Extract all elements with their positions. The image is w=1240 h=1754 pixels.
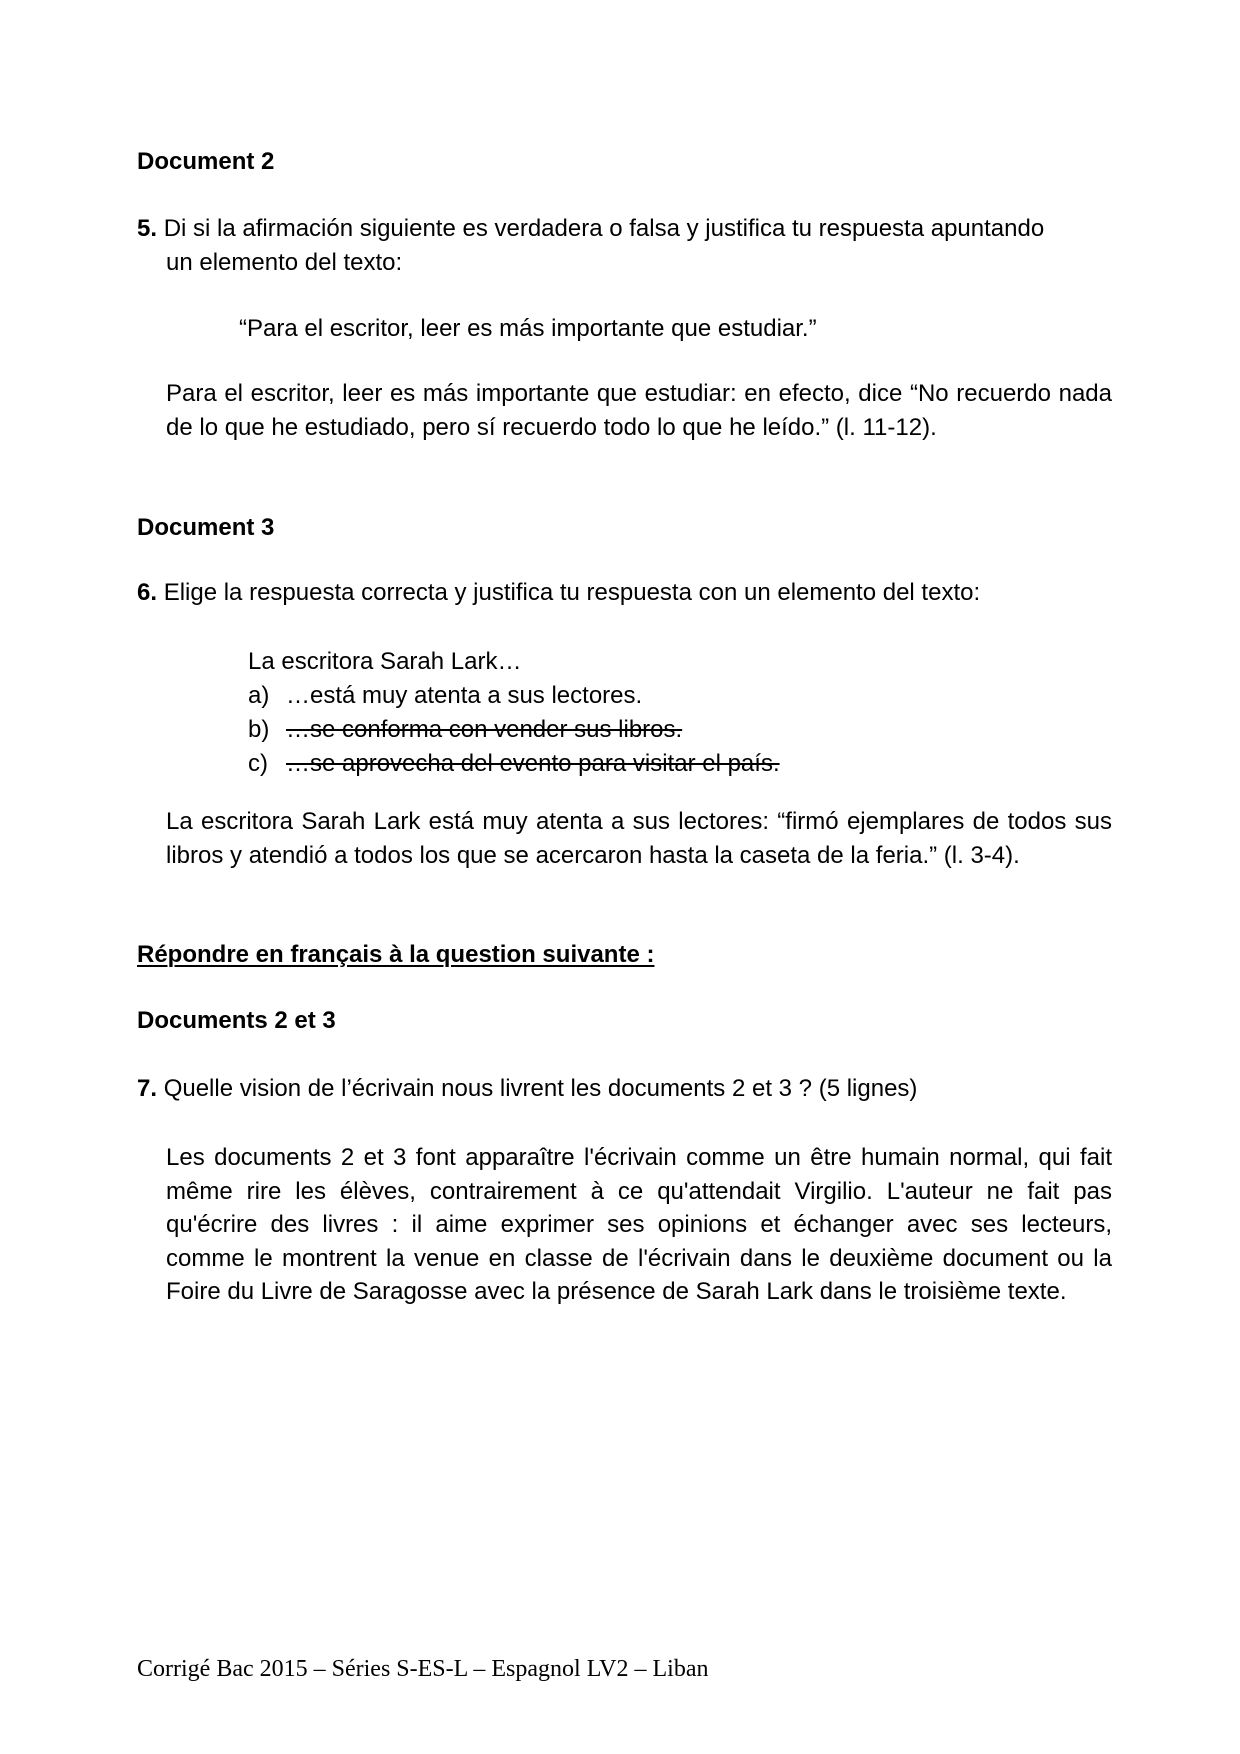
option-a-text: …está muy atenta a sus lectores. — [286, 682, 643, 709]
question-6-prompt — [137, 576, 1112, 610]
french-section-heading: Répondre en français à la question suivante : — [137, 941, 655, 968]
question-7-text: Quelle vision de l’écrivain nous livrent les documents 2 et 3 ? (5 lignes) — [163, 1075, 918, 1102]
documents-2-3-heading: Documents 2 et 3 — [137, 1007, 336, 1034]
option-b-text: …se conforma con vender sus libros. — [286, 716, 683, 743]
question-6-text: Elige la respuesta correcta y justifica tu respuesta con un elemento del texto: — [163, 579, 981, 606]
question-5-text-line-1: Di si la afirmación siguiente es verdadera o falsa y justifica tu respuesta apuntando — [163, 215, 1045, 242]
question-6-number: 6. — [137, 579, 158, 606]
question-5-prompt — [137, 212, 1112, 246]
question-6-stem: La escritora Sarah Lark… — [248, 648, 522, 675]
question-6-answer: La escritora Sarah Lark está muy atenta a sus lectores: “firmó ejemplares de todos sus libros y atendió a todos los que se acercaron hasta la caseta de la feria.” (l. 3-4). — [166, 808, 1112, 869]
option-a-letter: a) — [248, 682, 270, 709]
question-7-number: 7. — [137, 1075, 158, 1102]
option-c-letter: c) — [248, 750, 268, 777]
question-5-quote: “Para el escritor, leer es más importante que estudiar.” — [239, 315, 817, 342]
document-2-heading: Document 2 — [137, 148, 275, 175]
question-6-option-b-struck — [248, 713, 682, 747]
option-b-letter: b) — [248, 716, 270, 743]
question-5-text-line-2: un elemento del texto: — [166, 249, 403, 276]
question-6-option-c-struck — [248, 747, 780, 781]
option-c-text: …se aprovecha del evento para visitar el país. — [286, 750, 780, 777]
question-7-prompt — [137, 1072, 1112, 1106]
question-5-number: 5. — [137, 215, 158, 242]
page-footer: Corrigé Bac 2015 – Séries S-ES-L – Espagnol LV2 – Liban — [137, 1656, 709, 1682]
question-5-answer: Para el escritor, leer es más importante que estudiar: en efecto, dice “No recuerdo nada de lo que he estudiado, pero sí recuerdo todo lo que he leído.” (l. 11-12). — [166, 380, 1112, 441]
question-7-answer: Les documents 2 et 3 font apparaître l'écrivain comme un être humain normal, qui fait même rire les élèves, contrairement à ce qu'attendait Virgilio. L'auteur ne fait pas qu'écrire des livres : il aime exprimer ses opinions et échanger avec ses lecteurs, comme le montrent la venue en classe de l'écrivain dans le deuxième document ou la Foire du Livre de Saragosse avec la présence de Sarah Lark dans le troisième texte. — [166, 1144, 1112, 1305]
question-6-option-a — [248, 679, 642, 713]
document-3-heading: Document 3 — [137, 514, 275, 541]
